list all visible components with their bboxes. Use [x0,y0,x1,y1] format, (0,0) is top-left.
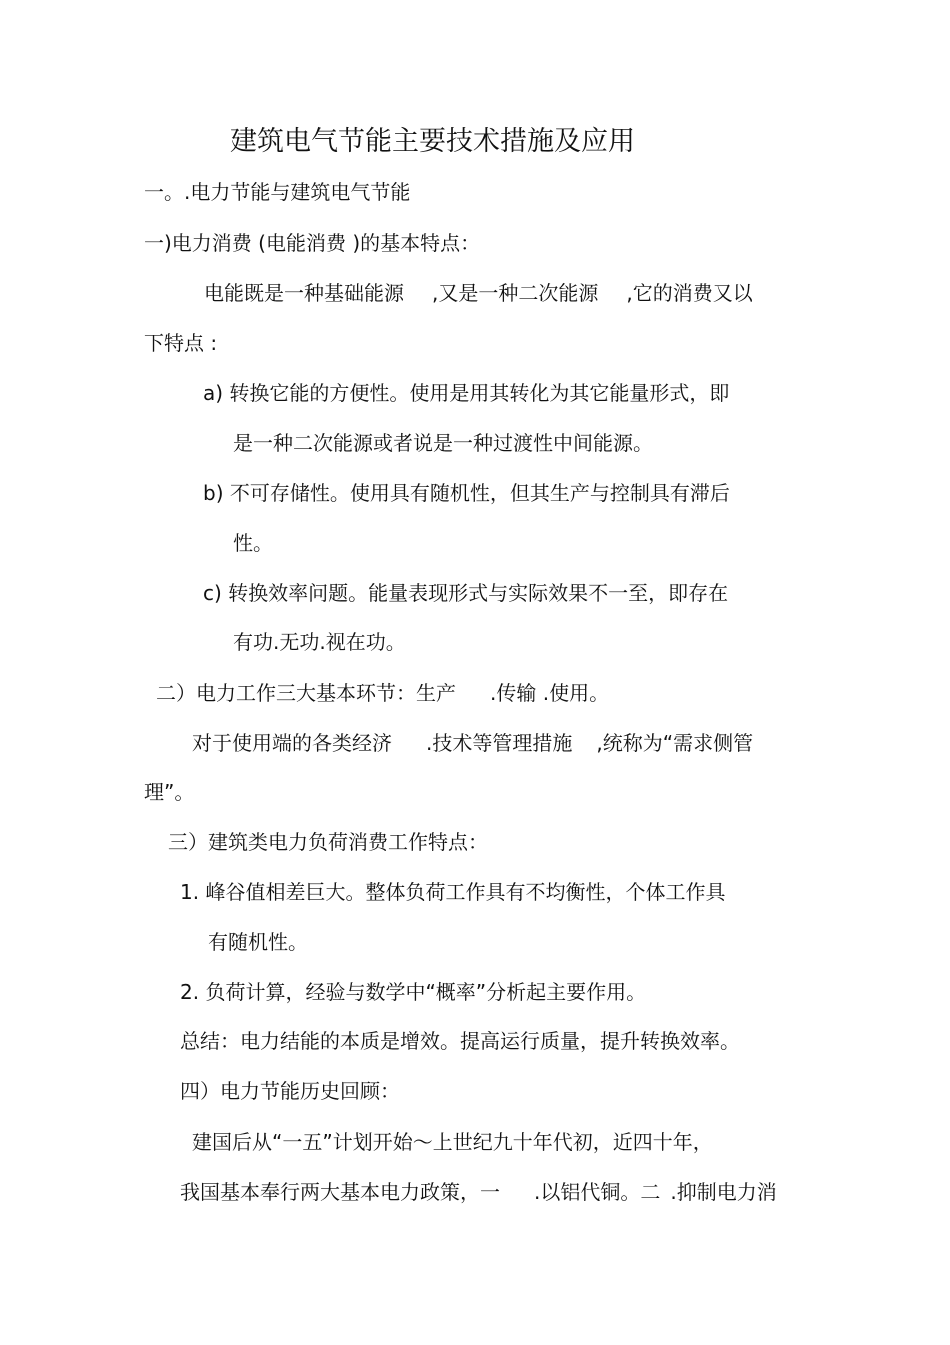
paragraph-2-part-a: 对于使用端的各类经济 [192,731,392,755]
paragraph-2-line-2: 理”。 [144,780,195,804]
list-item-b-line-2: 性。 [233,531,273,555]
summary-line: 总结：电力结能的本质是增效。提高运行质量，提升转换效率。 [180,1029,740,1053]
paragraph-2-line-1 [192,729,753,757]
paragraph-4-part-b: .以铝代铜。二 [534,1180,661,1204]
section-2-part-a: 二）电力工作三大基本环节：生产 [156,681,456,705]
section-2-heading [156,679,609,707]
list-item-b-line-1: b) 不可存储性。使用具有随机性，但其生产与控制具有滞后 [203,481,730,505]
list-item-a-line-1: a) 转换它能的方便性。使用是用其转化为其它能量形式，即 [203,381,730,405]
paragraph-1-part-c: ,它的消费又以 [626,281,753,305]
document-title: 建筑电气节能主要技术措施及应用 [230,126,635,157]
list-item-1-line-2: 有随机性。 [208,930,308,954]
section-2-part-b: .传输 .使用。 [490,681,610,705]
list-item-1-line-1: 1. 峰谷值相差巨大。整体负荷工作具有不均衡性，个体工作具 [180,880,726,904]
paragraph-4-part-c: .抑制电力消 [670,1180,777,1204]
section-1-1-heading: 一)电力消费 (电能消费 )的基本特点： [144,231,481,255]
paragraph-1-part-a: 电能既是一种基础能源 [204,281,404,305]
section-1-heading: 一。.电力节能与建筑电气节能 [144,180,411,204]
paragraph-4-part-a: 我国基本奉行两大基本电力政策，一 [180,1180,500,1204]
paragraph-2-part-b: .技术等管理措施 [426,731,573,755]
list-item-a-line-2: 是一种二次能源或者说是一种过渡性中间能源。 [233,431,653,455]
paragraph-2-part-c: ,统称为“需求侧管 [596,731,754,755]
paragraph-1-line-1 [204,279,753,307]
paragraph-1-part-b: ,又是一种二次能源 [432,281,599,305]
paragraph-4-line-1: 建国后从“一五”计划开始～上世纪九十年代初，近四十年， [192,1130,713,1154]
paragraph-1-line-2: 下特点 : [144,331,218,355]
list-item-c-line-2: 有功.无功.视在功。 [233,630,406,654]
paragraph-4-line-2 [180,1178,777,1206]
section-4-heading: 四）电力节能历史回顾： [180,1079,400,1103]
list-item-2-line-1: 2. 负荷计算，经验与数学中“概率”分析起主要作用。 [180,980,647,1004]
list-item-c-line-1: c) 转换效率问题。能量表现形式与实际效果不一至，即存在 [203,581,729,605]
section-3-heading: 三）建筑类电力负荷消费工作特点： [168,830,488,854]
